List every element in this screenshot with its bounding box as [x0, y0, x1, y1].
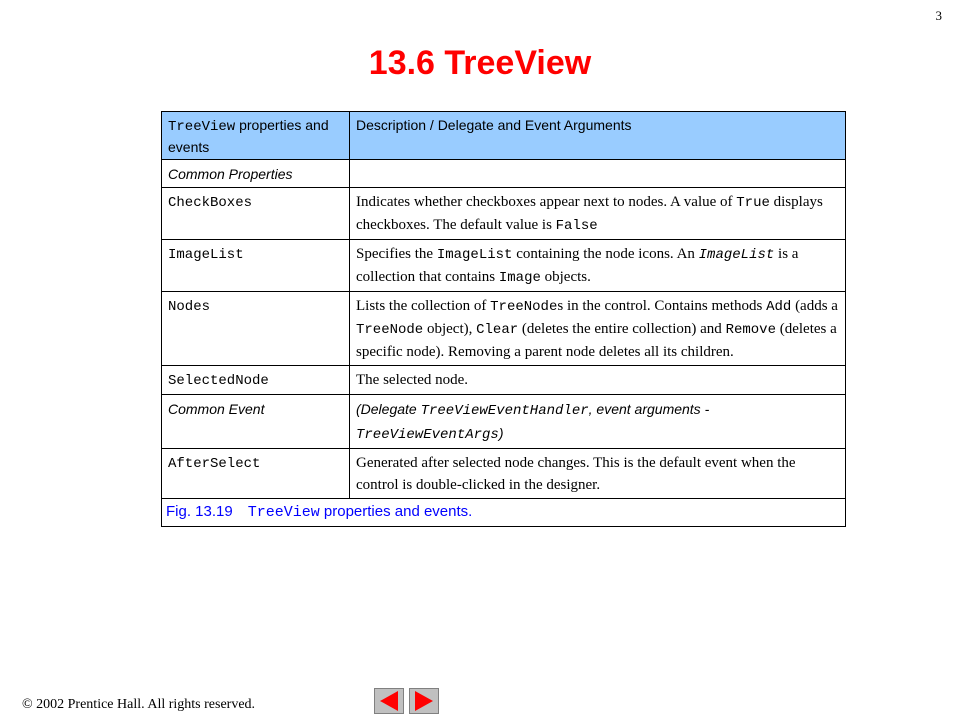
- common-event-label: Common Event: [162, 395, 350, 449]
- property-imagelist: ImageList: [168, 247, 244, 263]
- desc-code: False: [555, 218, 598, 234]
- table-row: [162, 449, 846, 499]
- desc-code: Clear: [476, 322, 519, 338]
- desc-text: , event arguments -: [588, 401, 710, 417]
- desc-text: Lists the collection of: [356, 298, 491, 314]
- left-arrow-icon: [374, 688, 404, 714]
- section-empty-cell: [350, 160, 846, 188]
- desc-text: object),: [423, 321, 477, 337]
- desc-code: True: [736, 195, 770, 211]
- caption-label: Fig. 13.19: [166, 503, 233, 520]
- desc-text: (Delegate: [356, 401, 421, 417]
- desc-code: ImageList: [436, 247, 513, 263]
- next-slide-button[interactable]: [409, 688, 439, 714]
- desc-text: objects.: [540, 269, 591, 285]
- table-header-row: [162, 112, 846, 160]
- desc-code: TreeViewEventHandler: [420, 403, 589, 419]
- header-cell-description: Description / Delegate and Event Arguments: [350, 112, 846, 160]
- property-name: [162, 366, 350, 395]
- properties-table: [161, 111, 846, 527]
- desc-text: s in the control. Contains methods: [557, 298, 767, 314]
- desc-text: displays checkboxes. The default value is: [356, 194, 823, 233]
- desc-code: TreeNode: [490, 299, 558, 315]
- figure-caption-row: [162, 499, 846, 527]
- desc-text: (deletes the entire collection) and: [518, 321, 726, 337]
- previous-slide-button[interactable]: [374, 688, 404, 714]
- desc-code: Add: [766, 299, 792, 315]
- desc-text: containing the node icons. An: [512, 246, 699, 262]
- common-event-description: [350, 395, 846, 449]
- desc-code: ImageList: [698, 247, 775, 263]
- slide-title: 13.6 TreeView: [368, 44, 592, 82]
- header-code: TreeView: [168, 119, 236, 135]
- table-row: [162, 366, 846, 395]
- property-nodes: Nodes: [168, 299, 211, 315]
- figure-caption: [162, 499, 846, 527]
- property-description: [350, 188, 846, 240]
- property-description: [350, 240, 846, 292]
- common-properties-label: Common Properties: [162, 160, 350, 188]
- desc-code: TreeNode: [356, 322, 424, 338]
- table-row: [162, 292, 846, 366]
- desc-code: Remove: [725, 322, 776, 338]
- event-name: [162, 449, 350, 499]
- property-name: [162, 240, 350, 292]
- property-name: [162, 188, 350, 240]
- desc-text: (adds a: [791, 298, 838, 314]
- header-cell-properties: [162, 112, 350, 160]
- caption-code: TreeView: [247, 504, 320, 521]
- table-row: [162, 188, 846, 240]
- right-arrow-icon: [409, 688, 439, 714]
- property-selectednode: SelectedNode: [168, 373, 269, 389]
- event-description: Generated after selected node changes. This is the default event when the control is double-clicked in the designer.: [350, 449, 846, 499]
- page-number: 3: [935, 8, 942, 23]
- desc-text: ): [498, 425, 504, 441]
- caption-text: properties and events.: [319, 503, 473, 520]
- property-name: [162, 292, 350, 366]
- desc-text: Indicates whether checkboxes appear next to nodes. A value of: [356, 194, 737, 210]
- section-row-common-event: [162, 395, 846, 449]
- desc-code: Image: [498, 270, 541, 286]
- header-text: properties and events: [168, 117, 329, 155]
- desc-text: is a collection that contains: [356, 246, 799, 285]
- desc-code: TreeViewEventArgs: [356, 427, 499, 443]
- desc-text: (deletes a specific node). Removing a parent node deletes all its children.: [356, 321, 837, 360]
- desc-text: Specifies the: [356, 246, 437, 262]
- property-description: The selected node.: [350, 366, 846, 395]
- property-description: [350, 292, 846, 366]
- property-checkboxes: CheckBoxes: [168, 195, 253, 211]
- event-afterselect: AfterSelect: [168, 456, 261, 472]
- section-row-common-properties: [162, 160, 846, 188]
- table-row: [162, 240, 846, 292]
- copyright-footer: © 2002 Prentice Hall. All rights reserved.: [22, 697, 256, 712]
